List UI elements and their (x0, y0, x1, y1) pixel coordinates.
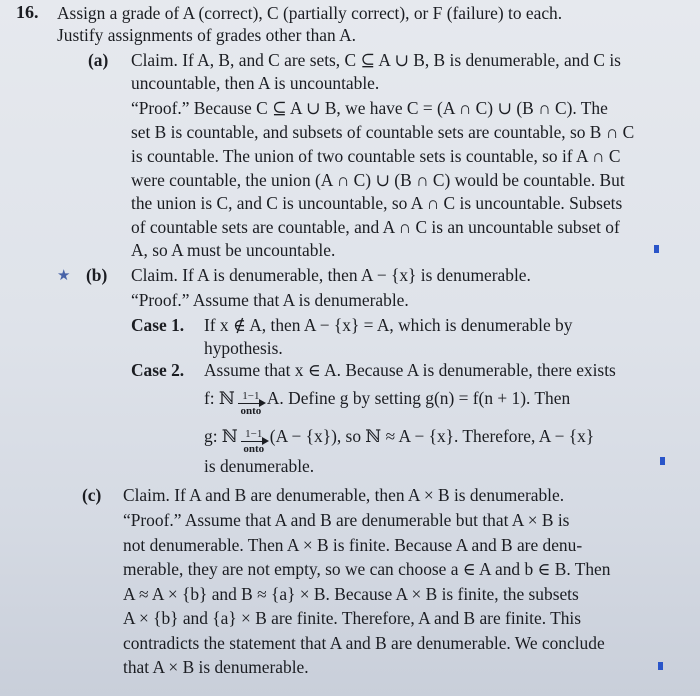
case-2-line-2 (204, 387, 570, 417)
case-1-line-2: hypothesis. (204, 338, 283, 358)
g-conclusion: (A − {x}), so ℕ ≈ A − {x}. Therefore, A − {x} (269, 426, 595, 446)
case-2-line-3 (204, 425, 594, 455)
part-c-line-6: A × {b} and {a} × B are finite. Therefore, A and B are finite. This (123, 608, 582, 628)
part-b-claim: Claim. If A is denumerable, then A − {x} is denumerable. (131, 265, 531, 285)
problem-intro-line-2: Justify assignments of grades other than A. (57, 25, 356, 45)
part-c-line-8: that A × B is denumerable. (123, 657, 309, 677)
bijection-arrow-icon: 1−1 onto (241, 429, 267, 455)
part-c-line-5: A ≈ A × {b} and B ≈ {a} × B. Because A × B is finite, the subsets (123, 584, 579, 604)
part-c-line-7: contradicts the statement that A and B are denumerable. We conclude (123, 633, 605, 653)
f-map: f: ℕ (204, 388, 235, 408)
qed-mark-b (660, 457, 665, 465)
part-b-label: (b) (86, 265, 108, 285)
case-2-label: Case 2. (131, 360, 185, 380)
case-2-line-1: Assume that x ∈ A. Because A is denumerable, there exists (204, 360, 616, 380)
case-1-label: Case 1. (131, 315, 185, 335)
part-c-line-4: merable, they are not empty, so we can choose a ∈ A and b ∈ B. Then (123, 559, 611, 579)
part-a-line-5: is countable. The union of two countable sets is countable, so if A ∩ C (131, 146, 621, 166)
part-a-line-1: Claim. If A, B, and C are sets, C ⊆ A ∪ B, B is denumerable, and C is (131, 50, 621, 70)
problem-intro-line-1: Assign a grade of A (correct), C (partially correct), or F (failure) to each. (57, 3, 563, 23)
part-c-line-1: Claim. If A and B are denumerable, then A × B is denumerable. (123, 485, 565, 505)
part-c-line-3: not denumerable. Then A × B is finite. Because A and B are denu- (123, 535, 583, 555)
case-2-line-4: is denumerable. (204, 456, 315, 476)
bijection-arrow-icon: 1−1 onto (238, 391, 264, 417)
part-c-label: (c) (82, 485, 102, 505)
part-a-line-4: set B is countable, and subsets of countable sets are countable, so B ∩ C (131, 122, 635, 142)
part-a-line-8: of countable sets are countable, and A ∩ C is an uncountable subset of (131, 217, 620, 237)
f-define-g: A. Define g by setting g(n) = f(n + 1). Then (266, 388, 571, 408)
part-c-line-2: “Proof.” Assume that A and B are denumerable but that A × B is (123, 510, 570, 530)
g-map: g: ℕ (204, 426, 238, 446)
case-1-line-1: If x ∉ A, then A − {x} = A, which is denumerable by (204, 315, 573, 335)
part-a-line-9: A, so A must be uncountable. (131, 240, 336, 260)
part-b-proof: “Proof.” Assume that A is denumerable. (131, 290, 409, 310)
star-icon: ★ (57, 268, 71, 284)
part-a-line-3: “Proof.” Because C ⊆ A ∪ B, we have C = (A ∩ C) ∪ (B ∩ C). The (131, 98, 608, 118)
qed-mark-c (658, 662, 663, 670)
qed-mark-a (654, 245, 659, 253)
part-a-line-2: uncountable, then A is uncountable. (131, 73, 380, 93)
part-a-line-7: the union is C, and C is uncountable, so A ∩ C is uncountable. Subsets (131, 193, 623, 213)
part-a-label: (a) (88, 50, 109, 70)
part-a-line-6: were countable, the union (A ∩ C) ∪ (B ∩ C) would be countable. But (131, 170, 625, 190)
problem-number: 16. (16, 2, 39, 22)
